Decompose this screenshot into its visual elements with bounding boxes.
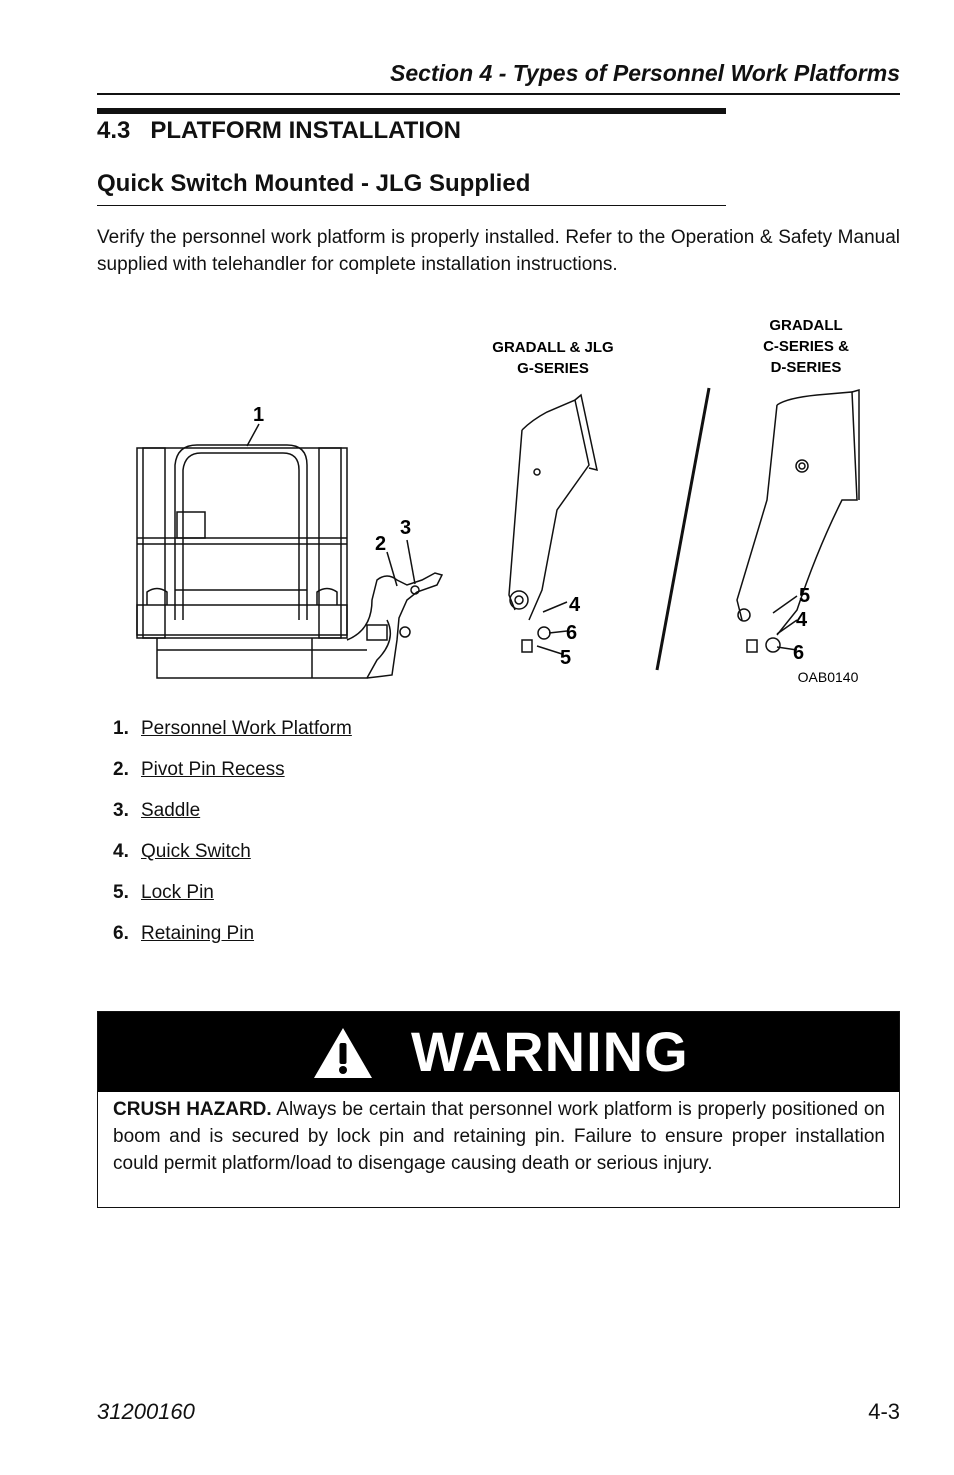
cd-series-label-line3: D-SERIES xyxy=(770,359,842,376)
legend-item xyxy=(113,920,613,961)
callout-g-4: 4 xyxy=(569,594,581,616)
legend-number: 6. xyxy=(113,923,129,944)
subheading-rule xyxy=(97,205,726,206)
cd-series-label-line2: C-SERIES & xyxy=(763,338,849,355)
platform-installation-figure xyxy=(97,300,900,700)
g-series-boom-drawing xyxy=(509,395,597,652)
warning-triangle-icon xyxy=(311,1025,375,1081)
g-series-label-line1: GRADALL & JLG xyxy=(492,339,614,356)
legend-number: 3. xyxy=(113,800,129,821)
callout-2: 2 xyxy=(375,533,387,555)
section-header-title: Section 4 - Types of Personnel Work Platforms xyxy=(390,60,900,86)
legend-label[interactable]: Pivot Pin Recess xyxy=(141,759,285,780)
legend-item xyxy=(113,838,613,879)
page-number: 4-3 xyxy=(868,1399,900,1424)
figure-legend xyxy=(113,715,613,961)
legend-label[interactable]: Quick Switch xyxy=(141,841,251,862)
legend-number: 2. xyxy=(113,759,129,780)
legend-label[interactable]: Retaining Pin xyxy=(141,923,255,944)
callout-cd-5: 5 xyxy=(799,585,811,607)
personnel-platform-drawing xyxy=(137,445,390,678)
legend-label[interactable]: Saddle xyxy=(141,800,201,821)
legend-item xyxy=(113,715,613,756)
callout-leaders xyxy=(247,424,797,654)
callout-3: 3 xyxy=(400,517,412,539)
warning-banner xyxy=(98,1012,899,1092)
cd-series-label-line1: GRADALL xyxy=(769,317,843,334)
warning-lead: CRUSH HAZARD. xyxy=(113,1099,272,1120)
figure-id: OAB0140 xyxy=(797,669,859,685)
saddle-drawing xyxy=(347,573,442,678)
section-title: PLATFORM INSTALLATION xyxy=(150,117,462,144)
document-number: 31200160 xyxy=(97,1399,195,1424)
legend-number: 5. xyxy=(113,882,129,903)
callout-cd-4: 4 xyxy=(796,609,808,631)
legend-label[interactable]: Lock Pin xyxy=(141,882,214,903)
legend-number: 4. xyxy=(113,841,129,862)
g-series-label-line2: G-SERIES xyxy=(517,360,589,377)
legend-item xyxy=(113,797,613,838)
warning-text xyxy=(113,1096,885,1177)
callout-1: 1 xyxy=(253,404,265,426)
legend-label[interactable]: Personnel Work Platform xyxy=(141,718,352,739)
warning-title: WARNING xyxy=(411,1020,689,1083)
figure-divider-line xyxy=(657,388,709,670)
subheading: Quick Switch Mounted - JLG Supplied xyxy=(97,170,531,197)
section-number: 4.3 xyxy=(97,117,131,144)
section-heading xyxy=(97,114,461,148)
intro-paragraph: Verify the personnel work platform is properly installed. Refer to the Operation & Safety Manual supplied with telehandler for complete installation instructions. xyxy=(97,227,900,275)
warning-body: Always be certain that personnel work platform is properly positioned on boom and is secured by lock pin and retaining pin. Failure to ensure proper installation could permit platform/load to disengage causing death or serious injury. xyxy=(113,1099,885,1174)
callout-g-5: 5 xyxy=(560,647,572,669)
legend-item xyxy=(113,879,613,920)
legend-item xyxy=(113,756,613,797)
header-rule xyxy=(97,93,900,95)
warning-box xyxy=(97,1011,900,1208)
callout-cd-6: 6 xyxy=(793,642,805,664)
legend-number: 1. xyxy=(113,718,129,739)
callout-g-6: 6 xyxy=(566,622,578,644)
